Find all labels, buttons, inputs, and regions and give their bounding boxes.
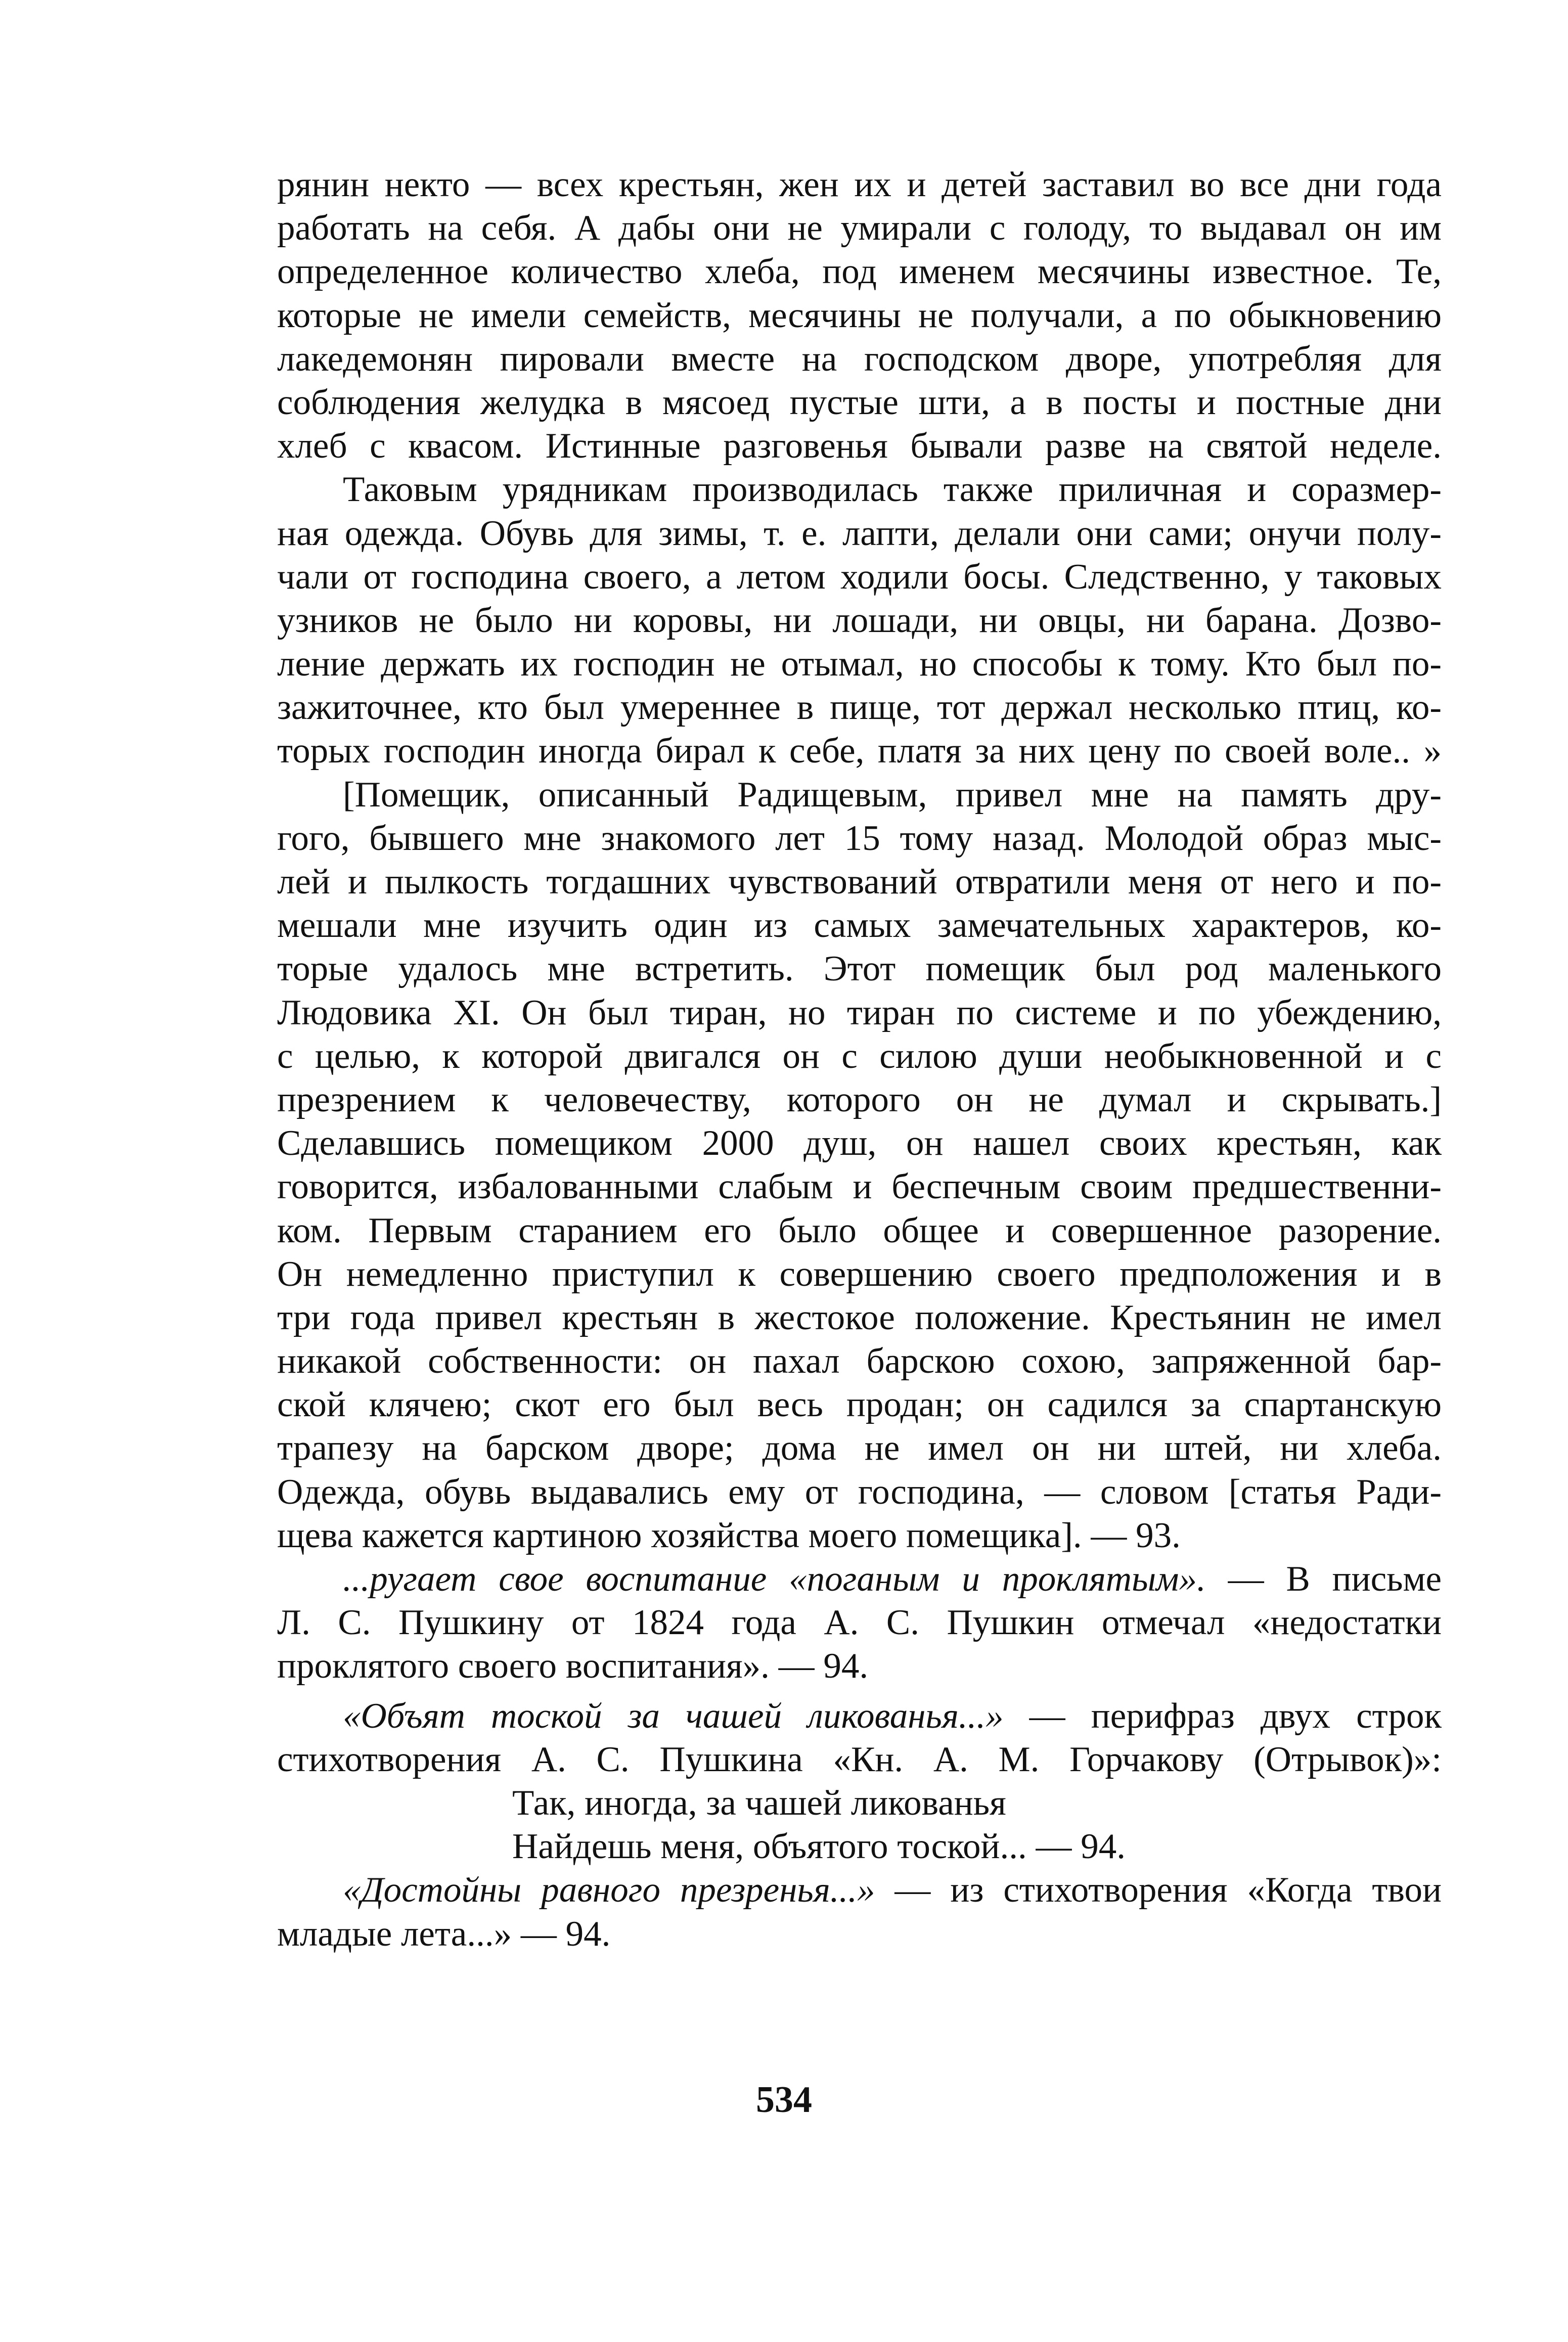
body-text [277,163,1442,1956]
text-line: говорится, избалованными слабым и беспечным своим предшественни- [277,1167,1442,1207]
text-line: Таковым урядникам производилась также приличная и соразмер- [343,470,1442,510]
note-line [277,1557,1442,1601]
page-number: 534 [756,2079,812,2121]
text-line: [Помещик, описанный Радищевым, привел мне на память дру- [343,775,1442,815]
text-line: лакедемонян пировали вместе на господском дворе, употребляя для [277,339,1442,379]
text-line: ная одежда. Обувь для зимы, т. е. лапти, делали они сами; онучи полу- [277,513,1442,553]
text-line: ком. Первым старанием его было общее и совершенное разорение. [277,1210,1442,1250]
text-line: Сделавшись помещиком 2000 душ, он нашел своих крестьян, как [277,1123,1442,1163]
text-line: чали от господина своего, а летом ходили босы. Следственно, у таковых [277,557,1442,597]
text-line: Он немедленно приступил к совершению своего предположения и в [277,1254,1442,1294]
text-line: щева кажется картиною хозяйства моего помещика]. — 93. [277,1515,1181,1555]
note-line: проклятого своего воспитания». — 94. [277,1646,869,1686]
text-line: лей и пылкость тогдашних чувствований отвратили меня от него и по- [277,862,1442,902]
text-line: мешали мне изучить один из самых замечательных характеров, ко- [277,906,1442,945]
verse-line: Найдешь меня, объятого тоской... — 94. [512,1827,1126,1867]
note-lemma: «Объят тоской за чашей ликованья...» [343,1696,1004,1736]
text-line: торых господин иногда бирал к себе, платя за них цену по своей воле.. » [277,731,1442,771]
text-line: торые удалось мне встретить. Этот помещик был род маленького [277,949,1442,989]
text-line: презрением к человечеству, которого он не думал и скрывать.] [277,1079,1442,1119]
text-line: определенное количество хлеба, под именем месячины известное. Те, [277,252,1442,292]
verse-line: Так, иногда, за чашей ликованья [512,1783,1006,1823]
note-lemma: ...ругает свое воспитание «поганым и проклятым». [343,1559,1206,1599]
note-text: — из стихотворения «Когда твои [875,1870,1442,1910]
note-line [277,1868,1442,1912]
text-line: никакой собственности: он пахал барскою сохою, запряженной бар- [277,1341,1442,1381]
text-line: ление держать их господин не отымал, но способы к тому. Кто был по- [277,644,1442,684]
text-line: которые не имели семейств, месячины не получали, а по обыкновению [277,295,1442,335]
text-line: гого, бывшего мне знакомого лет 15 тому назад. Молодой образ мыс- [277,818,1442,858]
note-text: — перифраз двух строк [1003,1696,1442,1736]
text-line: ской клячею; скот его был весь продан; он садился за спартанскую [277,1385,1442,1425]
text-line: работать на себя. А дабы они не умирали с голоду, то выдавал он им [277,208,1442,248]
note-line: младые лета...» — 94. [277,1914,611,1954]
note-lemma: «Достойны равного презренья...» [343,1870,875,1910]
text-line: рянин некто — всех крестьян, жен их и детей заставил во все дни года [277,165,1442,204]
text-line: хлеб с квасом. Истинные разговенья бывали разве на святой неделе. [277,426,1442,466]
text-line: три года привел крестьян в жестокое положение. Крестьянин не имел [277,1297,1442,1337]
text-line: зажиточнее, кто был умереннее в пище, тот держал несколько птиц, ко- [277,688,1442,728]
text-line: с целью, к которой двигался он с силою души необыкновенной и с [277,1036,1442,1076]
text-line: Людовика XI. Он был тиран, но тиран по системе и по убеждению, [277,993,1442,1032]
text-line: Одежда, обувь выдавались ему от господина, — словом [статья Ради- [277,1472,1442,1512]
text-line: трапезу на барском дворе; дома не имел он ни штей, ни хлеба. [277,1428,1442,1468]
note-line [277,1694,1442,1738]
text-line: соблюдения желудка в мясоед пустые шти, а в посты и постные дни [277,382,1442,422]
note-text: — В письме [1205,1559,1442,1599]
text-line: узников не было ни коровы, ни лошади, ни овцы, ни барана. Дозво- [277,600,1442,640]
note-line: стихотворения А. С. Пушкина «Кн. А. М. Горчакову (Отрывок)»: [277,1739,1442,1779]
note-line: Л. С. Пушкину от 1824 года А. С. Пушкин отмечал «недостатки [277,1603,1442,1643]
